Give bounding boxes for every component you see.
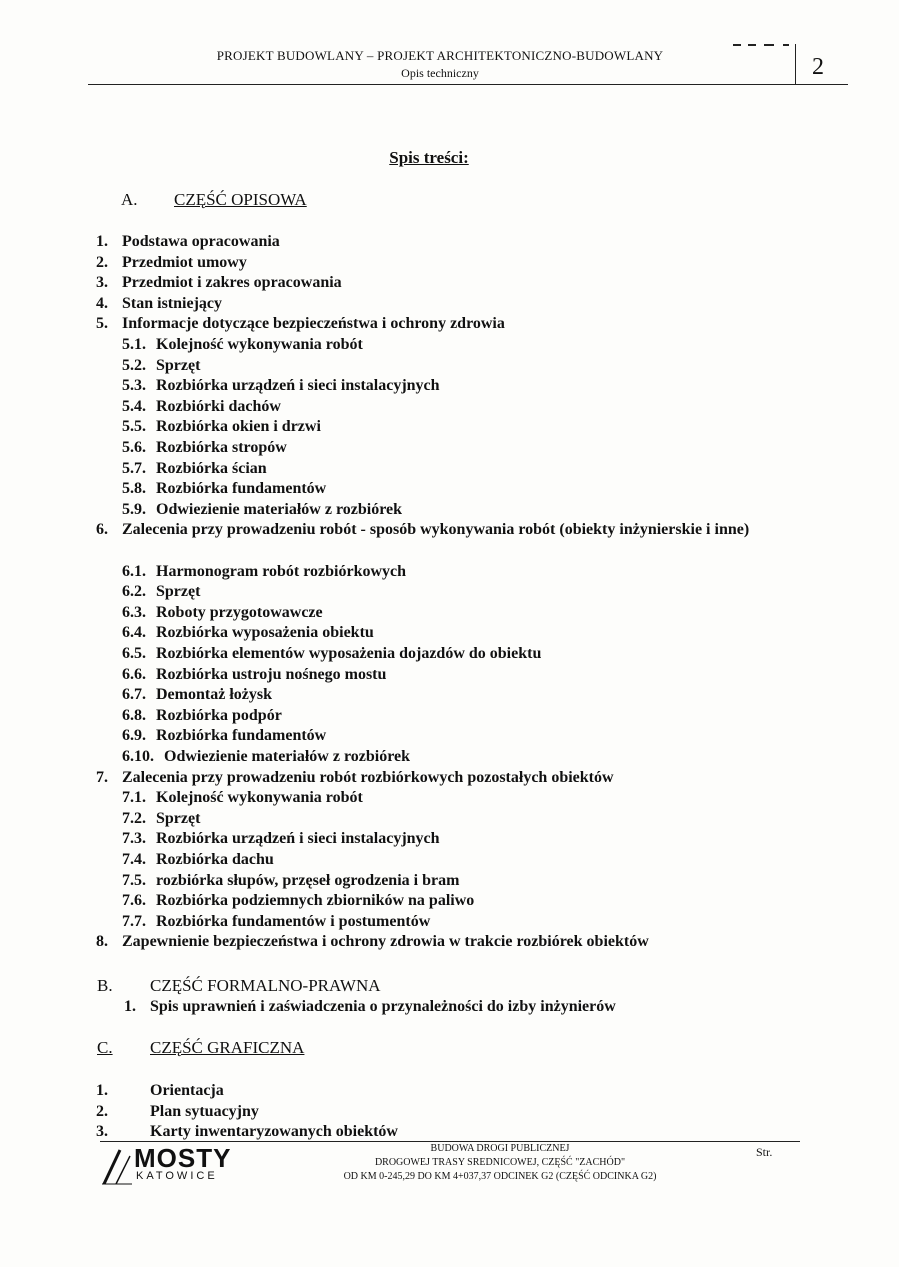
toc-entry-text: Rozbiórka wyposażenia obiektu — [156, 624, 374, 642]
section-c-letter: C. — [97, 1038, 113, 1057]
toc-entry-number: 6.8. — [122, 706, 146, 724]
footer-line-3: OD KM 0-245,29 DO KM 4+037,37 ODCINEK G2 (CZĘŚĆ ODCINKA G2) — [343, 1171, 657, 1182]
toc-entry-number: 4. — [96, 294, 108, 312]
toc-entry-text: rozbiórka słupów, przęseł ogrodzenia i bram — [156, 871, 460, 889]
toc-entry — [96, 253, 247, 273]
toc-entry-text: Rozbiórka elementów wyposażenia dojazdów do obiektu — [156, 645, 542, 662]
toc-entry-text: Rozbiórka fundamentów — [156, 727, 327, 745]
toc-entry — [122, 417, 321, 437]
toc-entry-text: Plan sytuacyjny — [150, 1102, 259, 1120]
toc-entry-text: Kolejność wykonywania robót — [156, 789, 363, 807]
toc-entry-text: Przedmiot i zakres opracowania — [122, 274, 342, 292]
toc-entry-number: 5. — [96, 315, 108, 333]
toc-entry — [96, 273, 342, 293]
toc-entry-number: 7. — [96, 768, 108, 786]
toc-entry — [96, 1081, 224, 1101]
toc-entry-text: Odwiezienie materiałów z rozbiórek — [156, 500, 403, 518]
header-title: PROJEKT BUDOWLANY – PROJEKT ARCHITEKTONICZNO-BUDOWLANY — [216, 48, 664, 63]
toc-entry-text: Podstawa opracowania — [122, 233, 280, 250]
toc-entry — [122, 891, 474, 911]
section-b-letter: B. — [97, 976, 113, 995]
toc-entry-text: Sprzęt — [156, 356, 201, 374]
toc-entry-text: Spis uprawnień i zaświadczenia o przynależności do izby inżynierów — [150, 998, 616, 1015]
toc-entry — [96, 314, 505, 334]
header-dash — [733, 44, 741, 46]
toc-entry-text: Sprzęt — [156, 583, 201, 601]
toc-entry-text: Rozbiórka urządzeń i sieci instalacyjnych — [156, 830, 440, 848]
toc-entry-number: 6.9. — [122, 727, 146, 745]
toc-entry-number: 5.9. — [122, 500, 146, 518]
toc-entry — [96, 768, 614, 788]
toc-entry-text: Zalecenia przy prowadzeniu robót rozbiórkowych pozostałych obiektów — [122, 768, 614, 786]
header-dash — [748, 44, 756, 46]
toc-entry-text: Informacje dotyczące bezpieczeństwa i ochrony zdrowia — [122, 315, 505, 333]
toc-entry-number: 7.6. — [122, 892, 146, 910]
toc-entry — [122, 335, 363, 355]
toc-entry — [122, 665, 386, 685]
page-number: 2 — [812, 54, 824, 80]
section-a-letter: A. — [121, 190, 138, 209]
toc-entry-number: 5.2. — [122, 356, 146, 374]
toc-entry-text: Rozbiórka podziemnych zbiorników na paliwo — [156, 892, 475, 910]
toc-entry-text: Demontaż łożysk — [156, 686, 272, 704]
toc-entry-number: 7.4. — [122, 851, 146, 868]
toc-entry — [122, 603, 323, 623]
toc-title: Spis treści: — [389, 148, 469, 167]
toc-entry-number: 5.6. — [122, 439, 146, 456]
page-number-divider — [795, 44, 796, 84]
toc-entry-number: 7.1. — [122, 789, 146, 807]
toc-entry-number: 5.3. — [122, 377, 146, 395]
toc-entry-text: Rozbiórka fundamentów i postumentów — [156, 912, 431, 930]
footer-page-label: Str. — [756, 1145, 773, 1159]
toc-entry-number: 5.7. — [122, 459, 146, 477]
section-a-heading — [121, 190, 521, 212]
toc-entry — [122, 438, 287, 458]
toc-entry — [122, 397, 281, 417]
section-b-title: CZĘŚĆ FORMALNO-PRAWNA — [150, 976, 381, 995]
toc-entry-text: Rozbiórka okien i drzwi — [156, 418, 321, 436]
toc-entry-number: 5.4. — [122, 397, 146, 415]
section-c-title: CZĘŚĆ GRAFICZNA — [150, 1038, 305, 1057]
toc-entry — [122, 500, 402, 520]
toc-entry-number: 6.5. — [122, 645, 146, 662]
toc-entry — [122, 644, 541, 664]
toc-entry — [122, 376, 440, 396]
toc-entry-number: 6.7. — [122, 686, 146, 704]
toc-entry-text: Roboty przygotowawcze — [156, 603, 323, 621]
logo-city: KATOWICE — [136, 1170, 218, 1182]
toc-entry-number: 6.1. — [122, 562, 146, 580]
toc-entry-number: 7.3. — [122, 830, 146, 848]
section-c-heading — [97, 1038, 497, 1060]
toc-entry — [122, 706, 282, 726]
toc-entry — [96, 932, 649, 952]
toc-entry — [124, 997, 616, 1017]
header-divider — [88, 84, 848, 85]
toc-entry — [122, 459, 267, 479]
toc-entry-number: 6.4. — [122, 624, 146, 642]
toc-entry — [122, 356, 200, 376]
toc-entry — [122, 623, 374, 643]
toc-entry — [96, 1102, 259, 1122]
section-a-title: CZĘŚĆ OPISOWA — [174, 190, 307, 209]
toc-entry — [122, 747, 410, 767]
logo-name: MOSTY — [134, 1143, 232, 1173]
toc-entry-number: 3. — [96, 1123, 108, 1141]
toc-entry-text: Rozbiórki dachów — [156, 397, 281, 415]
toc-entry-number: 5.8. — [122, 480, 146, 498]
toc-entry-number: 6.10. — [122, 748, 154, 765]
toc-entry-text: Przedmiot umowy — [122, 253, 247, 271]
toc-entry — [96, 232, 280, 252]
section-b-heading — [97, 976, 497, 998]
toc-entry — [122, 726, 326, 746]
toc-entry-number: 8. — [96, 933, 108, 951]
toc-entry-text: Zalecenia przy prowadzeniu robót - sposób wykonywania robót (obiekty inżynierskie i inne) — [122, 521, 750, 539]
toc-entry-text: Rozbiórka ścian — [156, 459, 267, 477]
toc-entry-text: Rozbiórka dachu — [156, 851, 274, 868]
toc-entry — [122, 871, 459, 891]
toc-entry-number: 7.5. — [122, 871, 146, 889]
toc-entry-number: 3. — [96, 274, 108, 292]
toc-entry-number: 6.3. — [122, 603, 146, 621]
toc-entry-number: 6.2. — [122, 583, 146, 601]
toc-entry-text: Rozbiórka fundamentów — [156, 480, 327, 498]
toc-entry-number: 2. — [96, 1102, 108, 1120]
toc-entry-text: Rozbiórka podpór — [156, 706, 282, 724]
toc-entry — [122, 788, 363, 808]
toc-entry-text: Rozbiórka urządzeń i sieci instalacyjnych — [156, 377, 440, 395]
toc-entry — [122, 582, 200, 602]
toc-entry — [122, 912, 430, 932]
toc-entry-number: 1. — [96, 233, 108, 250]
toc-entry-number: 5.1. — [122, 336, 146, 353]
header-subtitle: Opis techniczny — [401, 66, 479, 80]
footer-divider — [100, 1141, 800, 1142]
toc-entry-text: Stan istniejący — [122, 294, 222, 312]
header-dash — [764, 44, 774, 46]
toc-entry-number: 6.6. — [122, 665, 146, 683]
toc-entry-number: 7.7. — [122, 912, 146, 930]
toc-entry-number: 1. — [124, 998, 136, 1015]
toc-entry — [96, 520, 768, 540]
footer-line-2: DROGOWEJ TRASY SREDNICOWEJ, CZĘŚĆ "ZACHÓD" — [374, 1157, 626, 1168]
mosty-logo — [100, 1144, 270, 1188]
header-dash — [783, 44, 789, 46]
toc-entry-text: Rozbiórka stropów — [156, 439, 287, 456]
toc-entry-text: Kolejność wykonywania robót — [156, 336, 363, 353]
toc-entry-text: Rozbiórka ustroju nośnego mostu — [156, 665, 387, 683]
toc-entry — [96, 1122, 398, 1142]
toc-entry-text: Sprzęt — [156, 809, 201, 827]
toc-entry-text: Odwiezienie materiałów z rozbiórek — [164, 748, 411, 765]
toc-entry — [122, 685, 272, 705]
toc-entry-number: 2. — [96, 253, 108, 271]
toc-entry-text: Orientacja — [150, 1082, 224, 1099]
toc-entry-text: Karty inwentaryzowanych obiektów — [150, 1123, 398, 1141]
toc-entry — [122, 562, 406, 582]
toc-entry — [122, 479, 326, 499]
toc-entry — [122, 829, 440, 849]
logo-mark-icon — [100, 1146, 132, 1186]
toc-entry-number: 6. — [96, 521, 108, 539]
toc-entry — [122, 850, 274, 870]
toc-entry-text: Zapewnienie bezpieczeństwa i ochrony zdrowia w trakcie rozbiórek obiektów — [122, 933, 649, 951]
footer-line-1: BUDOWA DROGI PUBLICZNEJ — [430, 1143, 570, 1154]
toc-entry — [122, 809, 200, 829]
toc-entry-text: Harmonogram robót rozbiórkowych — [156, 562, 407, 580]
toc-entry-number: 5.5. — [122, 418, 146, 436]
toc-entry-number: 7.2. — [122, 809, 146, 827]
toc-entry — [96, 294, 222, 314]
toc-entry-number: 1. — [96, 1082, 108, 1099]
